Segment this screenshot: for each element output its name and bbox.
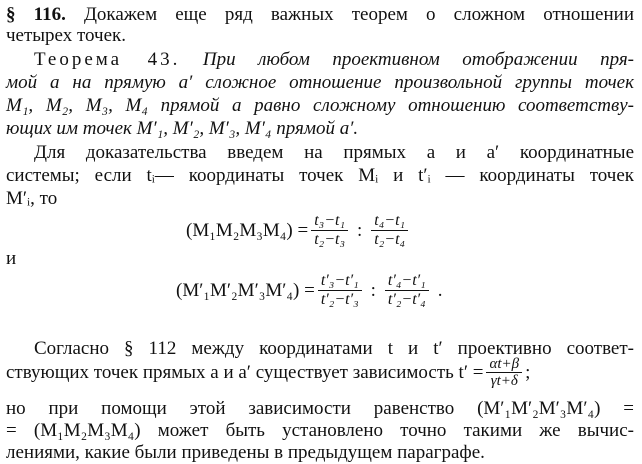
closing-line-5: лениями, какие были приведены в предыдущем параграфе. [6, 442, 485, 463]
closing-line-4: = (M₁M₂M₃M₄) может быть установлено точно такими же вычис- [6, 420, 634, 441]
closing-line-2-end: ; [525, 361, 531, 383]
theorem-line-4: ющих им точек M′₁, M′₂, M′₃, M′₄ прямой a′. [6, 118, 359, 139]
formula-cross-ratio [186, 212, 411, 249]
closing-line-1: Согласно § 112 между координатами t и t′ проективно соответ- [34, 338, 634, 359]
formula2-colon: : [370, 279, 376, 301]
connector-word: и [6, 248, 17, 269]
theorem-label: Теорема 43. [34, 49, 181, 70]
formula1-frac1-numerator: t₃−t₁ [311, 212, 348, 231]
theorem-line-1 [34, 49, 634, 71]
formula2-frac2-numerator: t′₄−t′₁ [385, 272, 429, 291]
formula2-frac1-denominator: t′₂−t′₃ [320, 291, 359, 308]
proof-line-3: M′ᵢ, то [6, 188, 58, 209]
theorem-text-1: При любом проективном отображении пря- [202, 49, 635, 70]
section-heading-line-2: четырех точек. [6, 25, 127, 46]
section-heading-line-1 [6, 4, 634, 26]
formula2-fraction-1 [318, 272, 362, 309]
formula2-lhs: (M′₁M′₂M′₃M′₄) = [176, 279, 315, 301]
theorem-line-2: мой a на прямую a′ сложное отношение произвольной группы точек [6, 72, 634, 93]
theorem-line-3: M₁, M₂, M₃, M₄ прямой a равно сложному отношению соответству- [6, 95, 634, 116]
formula1-frac2-numerator: t₄−t₁ [371, 212, 408, 231]
formula1-frac1-denominator: t₂−t₃ [314, 231, 346, 248]
section-heading-text: Докажем еще ряд важных теорем о сложном отношении [83, 4, 634, 25]
formula2-frac2-denominator: t′₂−t′₄ [387, 291, 426, 308]
mobius-fraction [486, 356, 522, 389]
proof-line-1: Для доказательства введем на прямых a и a′ координатные [34, 142, 634, 163]
closing-line-2 [6, 356, 634, 389]
formula1-frac2-denominator: t₂−t₄ [374, 231, 406, 248]
formula-cross-ratio-prime [176, 272, 442, 309]
formula2-end: . [437, 279, 443, 301]
formula2-fraction-2 [385, 272, 429, 309]
formula1-fraction-2 [371, 212, 408, 249]
closing-line-3: но при помощи этой зависимости равенство (M′₁M′₂M′₃M′₄) = [6, 398, 634, 419]
formula2-frac1-numerator: t′₃−t′₁ [318, 272, 362, 291]
mobius-numerator: αt+β [486, 356, 522, 373]
mobius-denominator: γt+δ [490, 373, 518, 389]
closing-line-2-text: ствующих точек прямых a и a′ существует зависимость t′ = [6, 361, 484, 383]
section-number: § 116. [6, 4, 66, 25]
formula1-colon: : [357, 219, 363, 241]
proof-line-2: системы; если tᵢ— координаты точек Mᵢ и t′ᵢ — координаты точек [6, 165, 634, 186]
formula1-lhs: (M₁M₂M₃M₄) = [186, 219, 309, 241]
formula1-fraction-1 [311, 212, 348, 249]
